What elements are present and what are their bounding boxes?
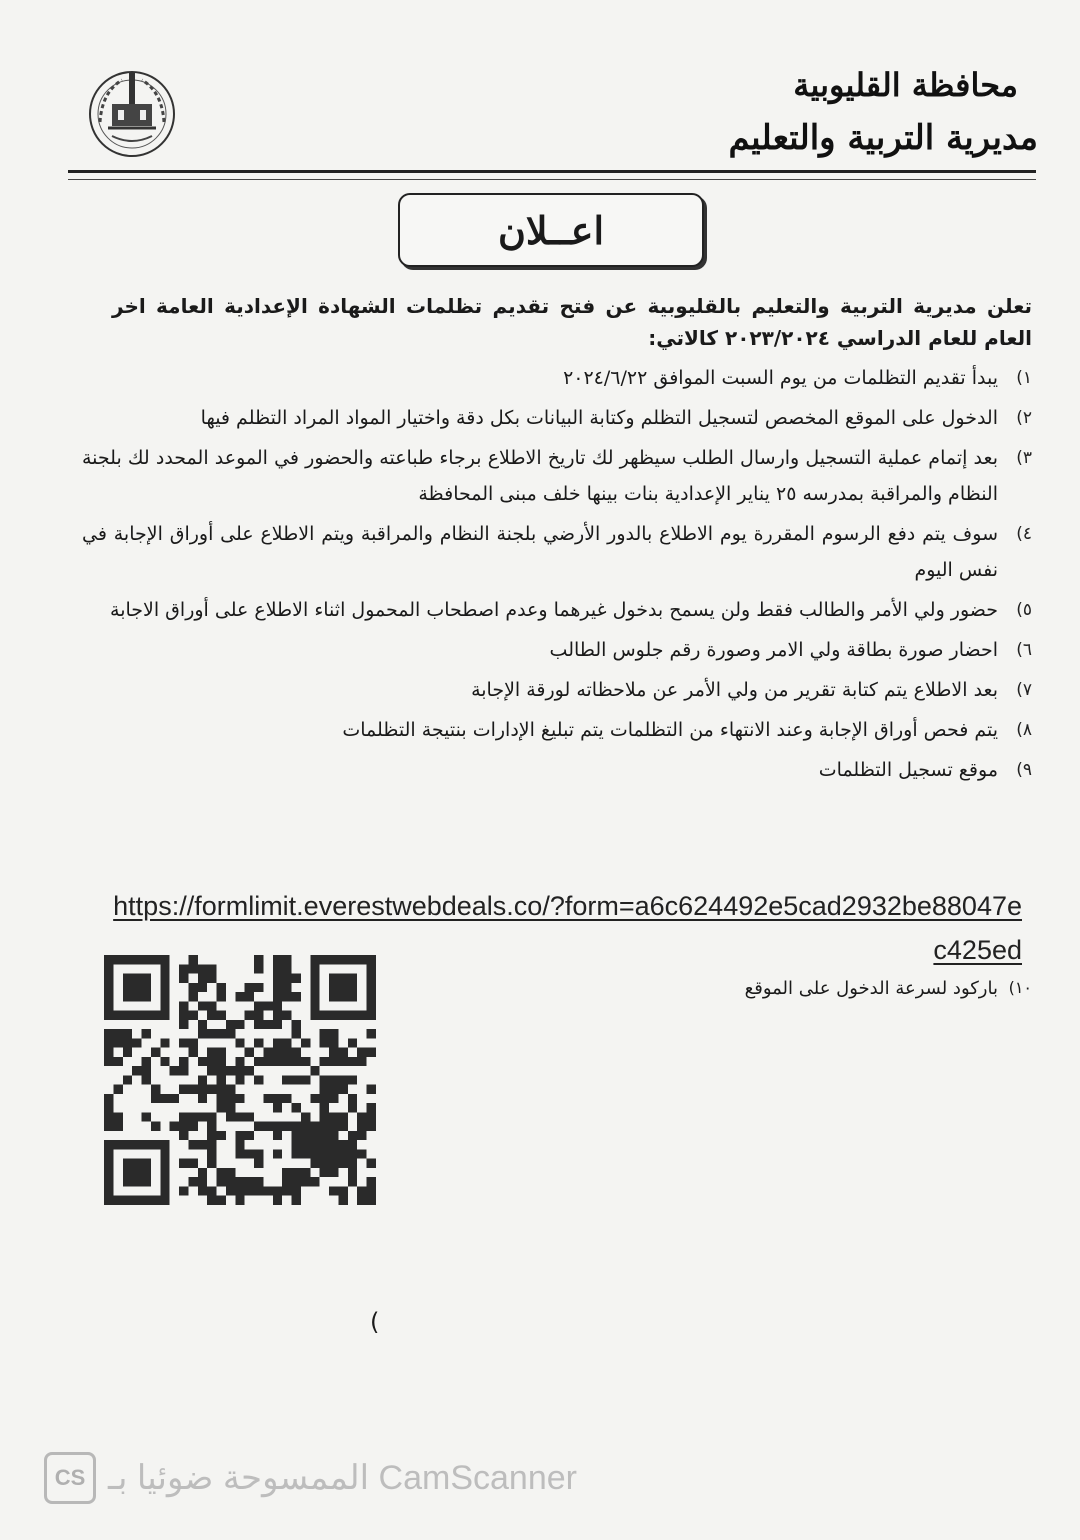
list-item (82, 592, 1032, 628)
camscanner-logo-icon: CS (44, 1452, 96, 1504)
instructions-list (82, 360, 1032, 792)
qr-code-icon[interactable] (104, 955, 376, 1205)
list-item (82, 360, 1032, 396)
item-text: باركود لسرعة الدخول على الموقع (744, 978, 998, 999)
item-number: ١٠) (1008, 978, 1032, 997)
item-text: احضار صورة بطاقة ولي الامر وصورة رقم جلوس الطالب (549, 639, 998, 661)
list-item (82, 752, 1032, 788)
governorate-name: محافظة القليوبية (793, 66, 1018, 104)
header-divider-thin (68, 179, 1036, 180)
list-item-barcode (672, 978, 1032, 999)
item-number: ٥) (1016, 600, 1032, 620)
header-divider (68, 170, 1036, 173)
stray-mark: ( (370, 1308, 380, 1336)
item-number: ٦) (1016, 640, 1032, 660)
item-text: موقع تسجيل التظلمات (818, 759, 998, 781)
item-number: ٤) (1016, 524, 1032, 544)
announcement-title-box (398, 193, 704, 267)
camscanner-text: الممسوحة ضوئيا بـ CamScanner (108, 1459, 577, 1497)
list-item (82, 632, 1032, 668)
camscanner-watermark (44, 1452, 577, 1504)
list-item (82, 712, 1032, 748)
item-number: ٣) (1016, 448, 1032, 468)
item-text: سوف يتم دفع الرسوم المقررة يوم الاطلاع بالدور الأرضي بلجنة النظام والمراقبة ويتم الاطلاع على أوراق الإجابة في نفس اليوم (82, 523, 998, 581)
item-number: ٩) (1016, 760, 1032, 780)
directorate-name: مديرية التربية والتعليم (728, 118, 1038, 158)
list-item (82, 400, 1032, 436)
list-item (82, 516, 1032, 588)
item-text: يبدأ تقديم التظلمات من يوم السبت الموافق ٢٠٢٤/٦/٢٢ (563, 367, 998, 389)
item-number: ٢) (1016, 408, 1032, 428)
item-text: بعد إتمام عملية التسجيل وارسال الطلب سيظهر لك تاريخ الاطلاع برجاء طباعته والحضور في الموعد المحدد لك بلجنة النظام والمراقبة بمدرسه ٢٥ يناير الإعدادية بنات بينها خلف مبنى المحافظة (82, 447, 998, 505)
item-number: ١) (1016, 368, 1032, 388)
item-number: ٧) (1016, 680, 1032, 700)
registration-url-link[interactable]: https://formlimit.everestwebdeals.co/?form=a6c624492e5cad2932be88047ec425ed (113, 891, 1022, 965)
item-text: بعد الاطلاع يتم كتابة تقرير من ولي الأمر عن ملاحظاته لورقة الإجابة (471, 679, 998, 701)
item-text: يتم فحص أوراق الإجابة وعند الانتهاء من التظلمات يتم تبليغ الإدارات بنتيجة التظلمات (342, 719, 998, 741)
list-item (82, 672, 1032, 708)
list-item (82, 440, 1032, 512)
announcement-title: اعــلان (497, 207, 605, 253)
governorate-emblem-icon (82, 62, 182, 162)
item-number: ٨) (1016, 720, 1032, 740)
intro-paragraph: تعلن مديرية التربية والتعليم بالقليوبية عن فتح تقديم تظلمات الشهادة الإعدادية العامة اخر العام للعام الدراسي ٢٠٢٣/٢٠٢٤ كالاتي: (112, 294, 1032, 350)
item-text: الدخول على الموقع المخصص لتسجيل التظلم وكتابة البيانات بكل دقة واختيار المواد المراد التظلم فيها (200, 407, 998, 429)
item-text: حضور ولي الأمر والطالب فقط ولن يسمح بدخول غيرهما وعدم اصطحاب المحمول اثناء الاطلاع على أوراق الاجابة (110, 599, 998, 621)
header-organization (729, 66, 1038, 158)
